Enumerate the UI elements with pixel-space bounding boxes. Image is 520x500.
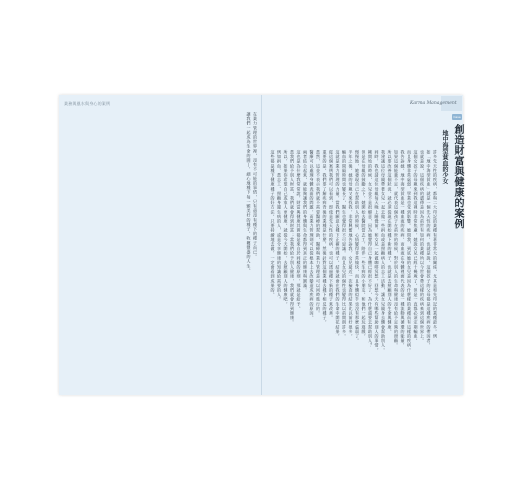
text-column: 如「地中海型貧血」就是一個先天性的疾病，也就是說，這個孩子的父母都是這種疾病的帶因者， xyxy=(426,150,432,348)
page-gutter xyxy=(261,95,262,395)
text-column: 讓我們一起成為生命的園丁，細心地種下每一顆美好的種子，收穫豐盛的人生。 xyxy=(246,112,252,273)
text-column: 這個女孩子的母親來到我這裡時非常焦慮，她說女兒已經十幾歲了，但是一直都必須定期輸血， xyxy=(413,150,419,344)
text-column: 也就是說，這個疾病的遺傳是因為前世有如何的業種所以今世會帶這樣的疾病來到這個世界上。 xyxy=(420,150,425,344)
text-column: 慢慢地，她發現自己在幫助別人的時候，心情變得非常愉快，而且身體似乎也沒有那麼虛弱了。 xyxy=(355,150,360,344)
text-column: 半年之後，她的母親又來找我，非常興奮地告訴我，女兒最近一次檢查的結果比以前好很多。 xyxy=(348,150,354,339)
text-column: 從這個案例我們可以看到，即使是先天性的疾病，也可以透過種下新的種子來改善。 xyxy=(329,150,334,321)
chapter-title: 創造財富與健康的案例 xyxy=(452,124,463,229)
text-column: 這也是為什麼我常常說，財富與健康其實都是來自於同樣的原則，那就是給予。 xyxy=(296,150,302,311)
right-running-head: Karma Management xyxy=(410,101,457,106)
text-column: 當我們給予別人財富，我們就會得到財富；當我們給予別人健康，我們就會得到健康。 xyxy=(290,150,295,325)
text-column: 如果這個能量不足，就代表這個孩子在前世的時候，對於別人的生命與健康沒有給予足夠的照顧。 xyxy=(394,150,399,348)
text-column: 我建議這位母親帶著女兒一起去做一些捐血或是照顧病人的志工活動，讓女兒親身去體會幫助別人。 xyxy=(381,150,386,353)
text-column: 許多先天性的疾病，都與二大印記的業種有著非常大的關係，尤其是和先印記的業種最多。例 xyxy=(433,150,438,339)
text-column: 我告訴她，地中海型貧血是一種血液的疾病，而血液在身體裡面代表的是一種流動與循環的能量， xyxy=(400,150,406,348)
case-badge: Case xyxy=(453,115,461,119)
text-column: 輸血的間隔時間也變長了，醫生也覺得很不可思議。而且女兒的個性也變得比以前開朗許多。 xyxy=(342,150,347,339)
text-column: 同時，我也請這位母親每天晚上睡覺前，和女兒一起做咖啡冥想，回想今天有哪些幫助別人的事情。 xyxy=(374,150,380,353)
chapter-subtitle: 地中海型貧血的少女 xyxy=(441,130,448,184)
text-column: 醫療可以處理身體表面的問題，而業力管理則可以從根本上去改變造成疾病的原因。 xyxy=(309,150,315,321)
text-column: 這就是業力管理的力量，當我們願意去種下正確的種子，結果就會在我們的生命中開花結果。 xyxy=(335,150,341,339)
text-column: 剛開始的時候，女兒並不是很願意，因為她覺得自己身體已經很不好了，為什麼還要去幫助別人？ xyxy=(368,150,373,348)
text-column: 在業力管理的世界裡，沒有不可能的事情，只有還沒有種下的種子而已。 xyxy=(253,112,258,260)
text-column: 當然，這並不表示我們就不需要醫療的幫助，醫療與業力管理是可以同時進行的。 xyxy=(316,150,321,316)
text-column: 重要的是，我們要了解疾病背後的業種是什麼，然後針對這個業種去種下相反的種子。 xyxy=(322,150,328,325)
text-column: 所以，如果你希望自己或家人更健康，就從今天開始，去照顧別人的健康吧。 xyxy=(283,150,289,307)
text-column: 而且身體非常虛弱，學業也受到影響。她問我，到底她的女兒是因為什麼樣的業種而有這樣的疾病。 xyxy=(407,150,412,353)
text-column: 例如捐血、當志工、照顧身邊生病的人，或是分享健康的知識給需要的人。 xyxy=(277,150,282,302)
text-column: 這些都是種下健康種子的好方法，只要持續地去做，一定會看到成果的。 xyxy=(270,150,276,298)
left-running-head: 業務與風水與身心的案例 xyxy=(64,101,111,106)
text-column: 兩者結合起來，就能夠讓我們的身體與生命都得到真正的健康與圓滿。 xyxy=(303,150,308,293)
text-column: 但是在母親的鼓勵之下，她開始去醫院當志工，陪伴一些生病的小朋友，和他們一起玩遊戲。 xyxy=(361,150,367,339)
text-column: 所以要改善這個狀況，就必須從現在開始種下新的種子，也就是去照顧別人的生命與健康。 xyxy=(387,150,393,334)
